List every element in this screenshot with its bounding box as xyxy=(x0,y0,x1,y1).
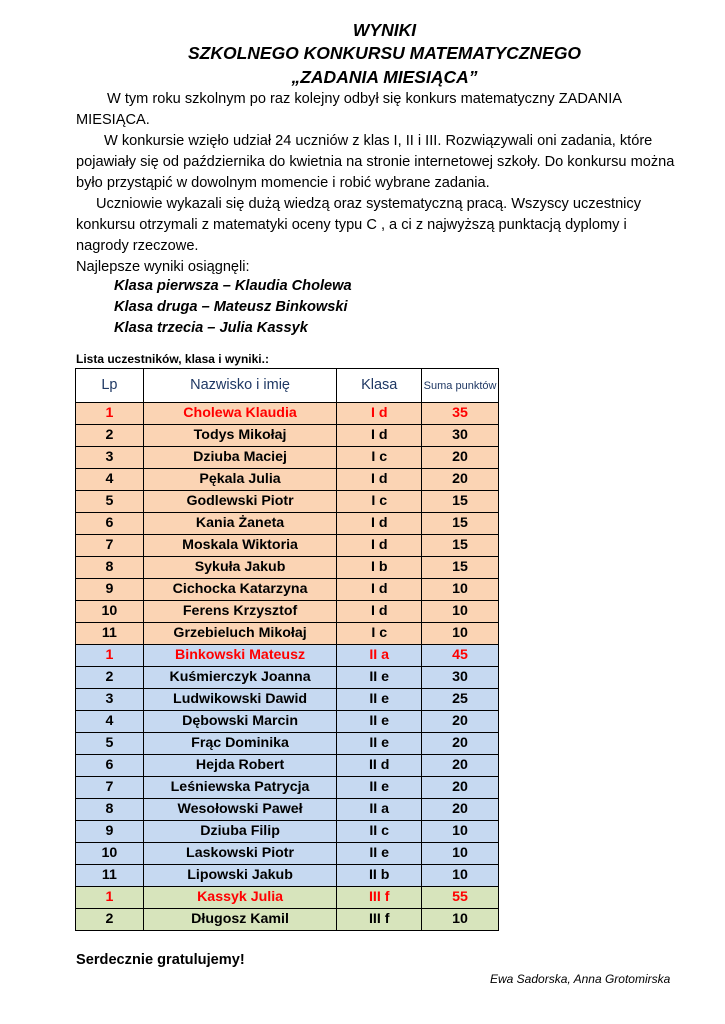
table-row xyxy=(76,645,499,667)
cell-class: II a xyxy=(337,645,422,667)
table-row xyxy=(76,755,499,777)
table-row xyxy=(76,579,499,601)
cell-sum: 55 xyxy=(422,887,499,909)
cell-name: Leśniewska Patrycja xyxy=(143,777,337,799)
table-row xyxy=(76,601,499,623)
cell-class: I d xyxy=(337,425,422,447)
cell-lp: 8 xyxy=(76,799,144,821)
header-name: Nazwisko i imię xyxy=(143,369,337,403)
title-line-1: WYNIKI xyxy=(352,20,417,40)
winner-class-2: Klasa druga – Mateusz Binkowski xyxy=(114,299,348,315)
cell-sum: 10 xyxy=(422,623,499,645)
cell-name: Dziuba Filip xyxy=(143,821,337,843)
cell-sum: 15 xyxy=(422,535,499,557)
table-row xyxy=(76,469,499,491)
cell-name: Binkowski Mateusz xyxy=(143,645,337,667)
cell-sum: 20 xyxy=(422,777,499,799)
participation-paragraph: W konkursie wzięło udział 24 uczniów z klas I, II i III. Rozwiązywali oni zadania, które pojawiały się od października do kwietnia na stronie internetowej szkoły. Do konkursu można było przystąpić w dowolnym momencie i robić wybrane zadania. xyxy=(76,133,675,191)
cell-sum: 10 xyxy=(422,821,499,843)
intro-paragraph: W tym roku szkolnym po raz kolejny odbył się konkurs matematyczny ZADANIA MIESIĄCA. xyxy=(76,91,622,128)
cell-sum: 15 xyxy=(422,513,499,535)
cell-name: Długosz Kamil xyxy=(143,909,337,931)
table-row xyxy=(76,689,499,711)
cell-lp: 2 xyxy=(76,909,144,931)
table-row xyxy=(76,403,499,425)
cell-class: II e xyxy=(337,777,422,799)
cell-lp: 10 xyxy=(76,843,144,865)
table-row xyxy=(76,777,499,799)
header-lp: Lp xyxy=(76,369,144,403)
cell-sum: 25 xyxy=(422,689,499,711)
table-row xyxy=(76,557,499,579)
cell-class: II a xyxy=(337,799,422,821)
cell-name: Kania Żaneta xyxy=(143,513,337,535)
table-row xyxy=(76,667,499,689)
cell-class: II e xyxy=(337,733,422,755)
table-row xyxy=(76,491,499,513)
cell-class: III f xyxy=(337,909,422,931)
cell-name: Hejda Robert xyxy=(143,755,337,777)
cell-class: II e xyxy=(337,843,422,865)
cell-sum: 10 xyxy=(422,909,499,931)
table-row xyxy=(76,513,499,535)
cell-name: Ludwikowski Dawid xyxy=(143,689,337,711)
cell-name: Lipowski Jakub xyxy=(143,865,337,887)
cell-class: I d xyxy=(337,403,422,425)
cell-name: Frąc Dominika xyxy=(143,733,337,755)
table-row xyxy=(76,799,499,821)
table-row xyxy=(76,887,499,909)
cell-lp: 1 xyxy=(76,645,144,667)
table-header-row xyxy=(76,369,499,403)
table-row xyxy=(76,623,499,645)
cell-lp: 6 xyxy=(76,755,144,777)
cell-lp: 1 xyxy=(76,887,144,909)
cell-name: Grzebieluch Mikołaj xyxy=(143,623,337,645)
cell-class: I c xyxy=(337,491,422,513)
cell-class: I d xyxy=(337,513,422,535)
cell-lp: 4 xyxy=(76,711,144,733)
table-row xyxy=(76,821,499,843)
title-line-2: SZKOLNEGO KONKURSU MATEMATYCZNEGO xyxy=(187,43,582,63)
cell-name: Dziuba Maciej xyxy=(143,447,337,469)
cell-lp: 6 xyxy=(76,513,144,535)
cell-sum: 20 xyxy=(422,755,499,777)
cell-name: Todys Mikołaj xyxy=(143,425,337,447)
cell-name: Dębowski Marcin xyxy=(143,711,337,733)
cell-name: Pękala Julia xyxy=(143,469,337,491)
cell-lp: 11 xyxy=(76,623,144,645)
cell-lp: 7 xyxy=(76,535,144,557)
cell-name: Kuśmierczyk Joanna xyxy=(143,667,337,689)
table-row xyxy=(76,535,499,557)
cell-class: I d xyxy=(337,469,422,491)
cell-class: I d xyxy=(337,601,422,623)
cell-class: II e xyxy=(337,711,422,733)
cell-sum: 30 xyxy=(422,425,499,447)
cell-name: Kassyk Julia xyxy=(143,887,337,909)
cell-sum: 15 xyxy=(422,491,499,513)
cell-lp: 7 xyxy=(76,777,144,799)
table-row xyxy=(76,865,499,887)
cell-sum: 20 xyxy=(422,799,499,821)
cell-name: Cichocka Katarzyna xyxy=(143,579,337,601)
cell-sum: 10 xyxy=(422,865,499,887)
cell-name: Sykuła Jakub xyxy=(143,557,337,579)
table-row xyxy=(76,711,499,733)
cell-lp: 8 xyxy=(76,557,144,579)
cell-class: II e xyxy=(337,667,422,689)
cell-sum: 10 xyxy=(422,579,499,601)
cell-lp: 2 xyxy=(76,667,144,689)
header-sum: Suma punktów xyxy=(422,369,499,403)
cell-lp: 4 xyxy=(76,469,144,491)
results-paragraph: Uczniowie wykazali się dużą wiedzą oraz systematyczną pracą. Wszyscy uczestnicy konkursu otrzymali z matematyki oceny typu C , a ci z najwyższą punktacją dyplomy i nagrody rzeczowe. xyxy=(76,196,642,254)
winner-class-3: Klasa trzecia – Julia Kassyk xyxy=(114,320,308,336)
cell-lp: 9 xyxy=(76,821,144,843)
cell-class: II c xyxy=(337,821,422,843)
cell-sum: 35 xyxy=(422,403,499,425)
table-caption: Lista uczestników, klasa i wyniki.: xyxy=(76,352,269,366)
cell-lp: 2 xyxy=(76,425,144,447)
cell-class: I c xyxy=(337,623,422,645)
cell-sum: 20 xyxy=(422,469,499,491)
cell-lp: 10 xyxy=(76,601,144,623)
table-row xyxy=(76,425,499,447)
cell-lp: 9 xyxy=(76,579,144,601)
cell-class: I b xyxy=(337,557,422,579)
cell-name: Wesołowski Paweł xyxy=(143,799,337,821)
cell-lp: 3 xyxy=(76,689,144,711)
authors-signature: Ewa Sadorska, Anna Grotomirska xyxy=(490,972,671,986)
cell-name: Ferens Krzysztof xyxy=(143,601,337,623)
cell-class: II d xyxy=(337,755,422,777)
cell-class: I d xyxy=(337,535,422,557)
table-row xyxy=(76,733,499,755)
cell-lp: 11 xyxy=(76,865,144,887)
cell-class: I d xyxy=(337,579,422,601)
cell-sum: 30 xyxy=(422,667,499,689)
cell-lp: 1 xyxy=(76,403,144,425)
cell-class: II b xyxy=(337,865,422,887)
winner-class-1: Klasa pierwsza – Klaudia Cholewa xyxy=(114,278,352,294)
cell-class: II e xyxy=(337,689,422,711)
table-row xyxy=(76,843,499,865)
cell-sum: 20 xyxy=(422,733,499,755)
cell-lp: 3 xyxy=(76,447,144,469)
cell-name: Cholewa Klaudia xyxy=(143,403,337,425)
cell-sum: 10 xyxy=(422,843,499,865)
congratulations-text: Serdecznie gratulujemy! xyxy=(76,952,245,968)
cell-sum: 15 xyxy=(422,557,499,579)
header-class: Klasa xyxy=(337,369,422,403)
cell-name: Godlewski Piotr xyxy=(143,491,337,513)
table-row xyxy=(76,909,499,931)
cell-lp: 5 xyxy=(76,733,144,755)
best-results-intro: Najlepsze wyniki osiągnęli: xyxy=(76,259,250,275)
results-table xyxy=(75,368,499,931)
cell-name: Moskala Wiktoria xyxy=(143,535,337,557)
cell-class: I c xyxy=(337,447,422,469)
cell-lp: 5 xyxy=(76,491,144,513)
cell-name: Laskowski Piotr xyxy=(143,843,337,865)
cell-sum: 20 xyxy=(422,447,499,469)
cell-class: III f xyxy=(337,887,422,909)
title-line-3: „ZADANIA MIESIĄCA” xyxy=(291,67,478,87)
cell-sum: 45 xyxy=(422,645,499,667)
cell-sum: 10 xyxy=(422,601,499,623)
table-row xyxy=(76,447,499,469)
cell-sum: 20 xyxy=(422,711,499,733)
